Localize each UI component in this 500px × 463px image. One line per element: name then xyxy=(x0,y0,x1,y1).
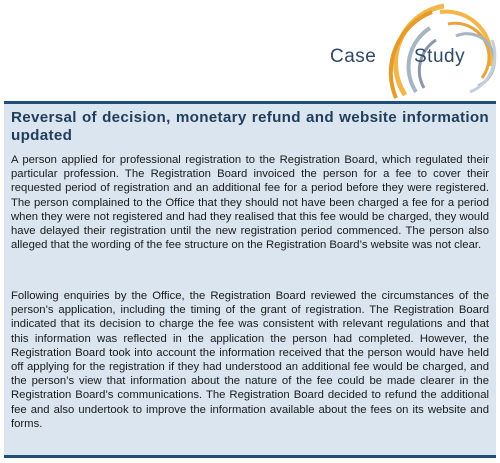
logo-study-text: Study xyxy=(414,46,466,67)
case-study-panel xyxy=(4,101,496,458)
case-study-header xyxy=(0,0,500,100)
case-study-paragraph-1: A person applied for professional registration to the Registration Board, which regulated their particular profession. The Registration Board invoiced the person for a fee to cover their requested period of registration and an additional fee for a period before they were registered. The person complained to the Office that they should not have been charged a fee for a period when they were not registered and had they realised that this fee would be charged, they would have delayed their registration until the new registration period commenced. The person also alleged that the wording of the fee structure on the Registration Board’s website was not clear. xyxy=(11,154,489,252)
logo-case-text: Case xyxy=(330,46,377,67)
case-study-paragraph-2: Following enquiries by the Office, the Registration Board reviewed the circumstances of the person’s application, including the timing of the grant of registration. The Registration Board indicated that its decision to charge the fee was consistent with relevant regulations and that this information was reflected in the application the person had completed. However, the Registration Board took into account the information received that the person would have held off applying for the registration if they had understood an additional fee would be charged, and the person’s view that information about the nature of the fee could be made clearer in the Registration Board’s communications. The Registration Board decided to refund the additional fee and also undertook to improve the information available about the fees on its website and forms. xyxy=(11,290,489,430)
case-study-title: Reversal of decision, monetary refund and website information updated xyxy=(11,109,489,144)
